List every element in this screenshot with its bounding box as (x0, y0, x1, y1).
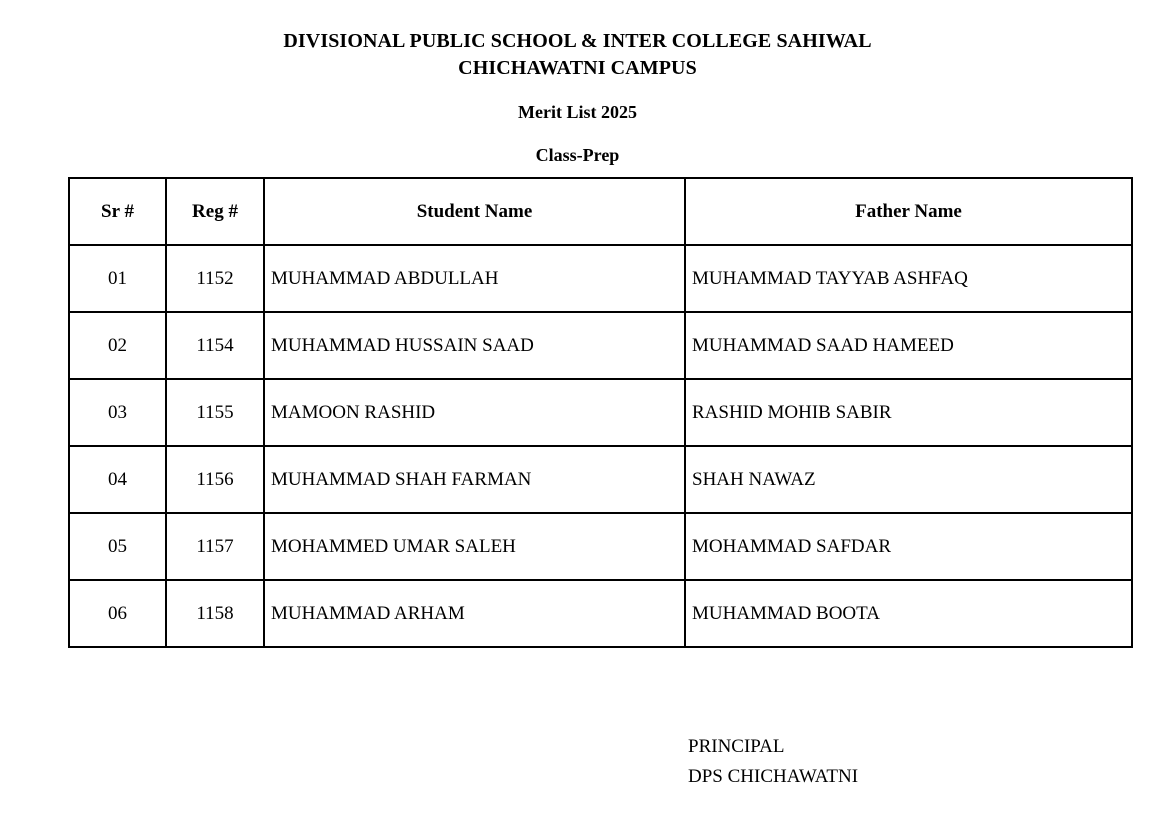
table-row (69, 513, 1132, 580)
cell-sr: 05 (69, 513, 166, 580)
column-header-father: Father Name (685, 178, 1132, 245)
cell-name: MUHAMMAD ABDULLAH (264, 245, 685, 312)
column-header-name: Student Name (264, 178, 685, 245)
column-header-reg: Reg # (166, 178, 264, 245)
cell-name: MUHAMMAD ARHAM (264, 580, 685, 647)
cell-reg: 1154 (166, 312, 264, 379)
cell-reg: 1155 (166, 379, 264, 446)
column-header-sr: Sr # (69, 178, 166, 245)
cell-reg: 1157 (166, 513, 264, 580)
cell-father: MOHAMMAD SAFDAR (685, 513, 1132, 580)
cell-father: RASHID MOHIB SABIR (685, 379, 1132, 446)
organization-title-line-2: CHICHAWATNI CAMPUS (458, 57, 697, 79)
cell-sr: 06 (69, 580, 166, 647)
table-row (69, 379, 1132, 446)
cell-reg: 1158 (166, 580, 264, 647)
organization-title-line-1: DIVISIONAL PUBLIC SCHOOL & INTER COLLEGE SAHIWAL (283, 30, 872, 52)
cell-sr: 02 (69, 312, 166, 379)
cell-name: MUHAMMAD HUSSAIN SAAD (264, 312, 685, 379)
cell-sr: 03 (69, 379, 166, 446)
table-row (69, 580, 1132, 647)
merit-list-title: Merit List 2025 (518, 102, 637, 122)
cell-reg: 1156 (166, 446, 264, 513)
cell-sr: 01 (69, 245, 166, 312)
cell-father: MUHAMMAD TAYYAB ASHFAQ (685, 245, 1132, 312)
table-row (69, 446, 1132, 513)
cell-reg: 1152 (166, 245, 264, 312)
organization-title (0, 28, 1155, 82)
cell-father: MUHAMMAD BOOTA (685, 580, 1132, 647)
table-header-row (69, 178, 1132, 245)
signature-block (688, 732, 858, 792)
cell-name: MUHAMMAD SHAH FARMAN (264, 446, 685, 513)
cell-father: SHAH NAWAZ (685, 446, 1132, 513)
cell-father: MUHAMMAD SAAD HAMEED (685, 312, 1132, 379)
cell-name: MAMOON RASHID (264, 379, 685, 446)
merit-list-table (68, 177, 1133, 648)
cell-sr: 04 (69, 446, 166, 513)
cell-name: MOHAMMED UMAR SALEH (264, 513, 685, 580)
signature-institution: DPS CHICHAWATNI (688, 766, 859, 787)
class-title: Class-Prep (535, 145, 620, 165)
table-row (69, 312, 1132, 379)
table-row (69, 245, 1132, 312)
document-heading (0, 28, 1155, 167)
signature-designation: PRINCIPAL (688, 736, 785, 757)
